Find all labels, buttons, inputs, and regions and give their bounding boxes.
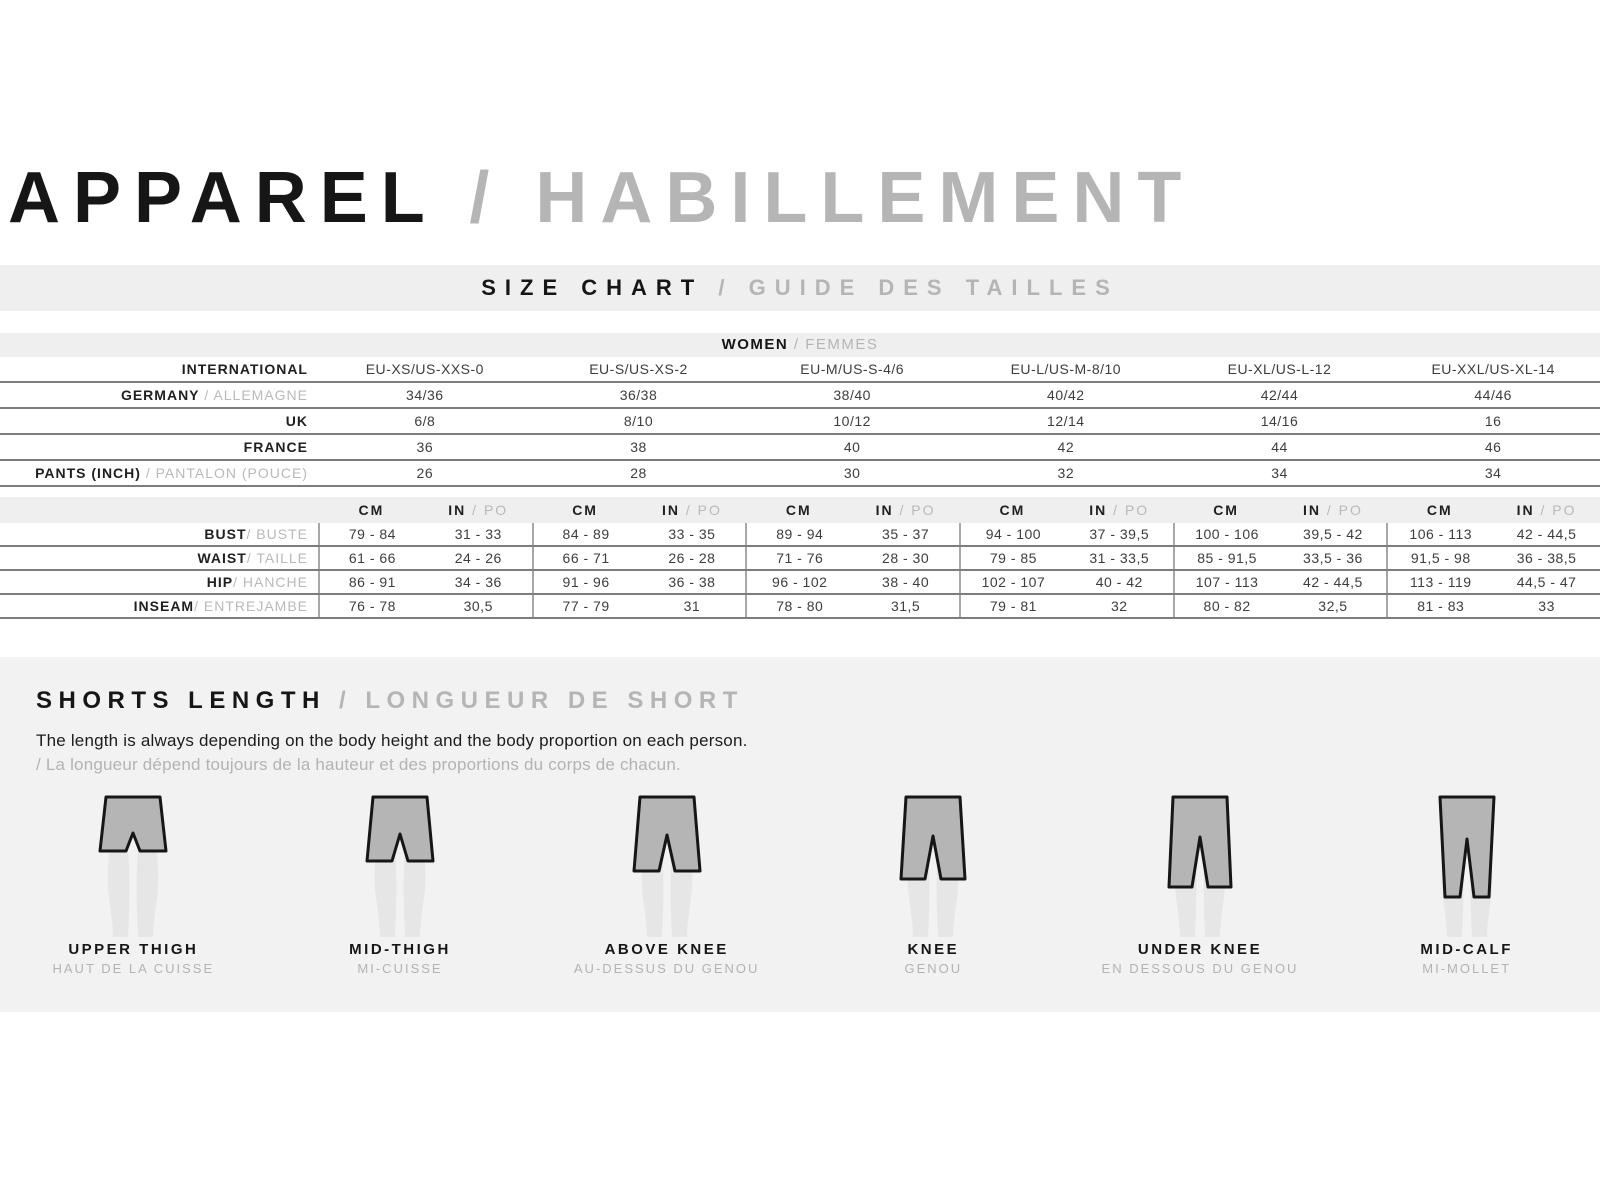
variant-label-en: UNDER KNEE xyxy=(1137,941,1263,958)
in-po-value: 32 xyxy=(1110,598,1128,614)
shorts-illustration-above-knee xyxy=(533,789,800,937)
in-po-value: 31 - 33 xyxy=(454,526,502,542)
unit-in-po-header: IN / PO xyxy=(1302,502,1363,518)
cm-value: 106 - 113 xyxy=(1386,523,1493,545)
cm-value: 102 - 107 xyxy=(959,571,1066,593)
conversion-table-row xyxy=(0,357,1600,383)
in-po-value: 42 - 44,5 xyxy=(1303,574,1363,590)
size-value: 40 xyxy=(843,439,861,455)
size-value: 8/10 xyxy=(623,413,654,429)
cm-value: 91,5 - 98 xyxy=(1386,547,1493,569)
shorts-variant-knee xyxy=(800,789,1067,976)
in-po-value: 34 - 36 xyxy=(454,574,502,590)
page-title xyxy=(8,158,1195,238)
in-po-value: 33 - 35 xyxy=(668,526,716,542)
variant-label-fr: AU-DESSUS DU GENOU xyxy=(573,961,760,976)
unit-in-po-header: IN / PO xyxy=(1089,502,1150,518)
size-value: 36/38 xyxy=(619,387,658,403)
size-value: EU-XS/US-XXS-0 xyxy=(365,361,484,377)
in-po-value: 32,5 xyxy=(1318,598,1348,614)
unit-in-po-header: IN / PO xyxy=(448,502,509,518)
row-label: WAIST / TAILLE xyxy=(197,550,308,566)
in-po-value: 31 xyxy=(683,598,701,614)
row-label: HIP / HANCHE xyxy=(206,574,308,590)
unit-cm-header: CM xyxy=(999,502,1026,518)
women-label-en: WOMEN xyxy=(721,336,789,353)
row-label: BUST / BUSTE xyxy=(204,526,308,542)
row-label: UK xyxy=(285,413,308,429)
unit-in-po-header: IN / PO xyxy=(1516,502,1577,518)
cm-value: 79 - 81 xyxy=(959,595,1066,617)
cm-value: 94 - 100 xyxy=(959,523,1066,545)
variant-label-fr: HAUT DE LA CUISSE xyxy=(52,961,215,976)
size-value: 14/16 xyxy=(1260,413,1299,429)
size-value: 42/44 xyxy=(1260,387,1299,403)
measurement-table-row xyxy=(0,547,1600,571)
conversion-table-row xyxy=(0,409,1600,435)
in-po-value: 24 - 26 xyxy=(454,550,502,566)
cm-value: 84 - 89 xyxy=(532,523,639,545)
unit-cm-header: CM xyxy=(358,502,385,518)
unit-in-po-header: IN / PO xyxy=(875,502,936,518)
row-label: INTERNATIONAL xyxy=(181,361,308,377)
shorts-illustration-mid-thigh xyxy=(267,789,534,937)
cm-value: 96 - 102 xyxy=(745,571,852,593)
shorts-variant-mid-calf xyxy=(1333,789,1600,976)
row-label: GERMANY / ALLEMAGNE xyxy=(120,387,308,403)
shorts-figure-graphic xyxy=(867,789,999,937)
shorts-illustration-under-knee xyxy=(1067,789,1334,937)
variant-label-en: ABOVE KNEE xyxy=(604,941,729,958)
page-title-fr: / HABILLEMENT xyxy=(469,158,1195,238)
size-value: 26 xyxy=(416,465,434,481)
size-value: 38/40 xyxy=(833,387,871,403)
cm-value: 89 - 94 xyxy=(745,523,852,545)
size-chart-heading-en: SIZE CHART xyxy=(481,275,704,300)
cm-value: 107 - 113 xyxy=(1173,571,1280,593)
shorts-variant-mid-thigh xyxy=(267,789,534,976)
size-value: 10/12 xyxy=(833,413,871,429)
cm-value: 86 - 91 xyxy=(318,571,425,593)
conversion-table-row xyxy=(0,383,1600,409)
size-value: 40/42 xyxy=(1047,387,1085,403)
cm-value: 71 - 76 xyxy=(745,547,852,569)
shorts-length-heading-fr: / LONGUEUR DE SHORT xyxy=(339,687,744,714)
cm-value: 77 - 79 xyxy=(532,595,639,617)
size-value: EU-XL/US-L-12 xyxy=(1227,361,1332,377)
size-conversion-table xyxy=(0,357,1600,487)
shorts-figure-graphic xyxy=(601,789,733,937)
variant-label-en: MID-CALF xyxy=(1420,941,1513,958)
measurement-table-row xyxy=(0,523,1600,547)
page-title-en: APPAREL xyxy=(8,158,437,238)
shorts-variant-under-knee xyxy=(1067,789,1334,976)
size-value: 16 xyxy=(1484,413,1502,429)
shorts-illustration-upper-thigh xyxy=(0,789,267,937)
shorts-length-description-en: The length is always depending on the body height and the body proportion on each person. xyxy=(36,731,748,750)
shorts-length-variants xyxy=(0,789,1600,976)
conversion-table-row xyxy=(0,461,1600,487)
size-value: 34 xyxy=(1271,465,1288,481)
size-value: 28 xyxy=(630,465,647,481)
cm-value: 76 - 78 xyxy=(318,595,425,617)
in-po-value: 31 - 33,5 xyxy=(1089,550,1150,566)
shorts-length-heading xyxy=(36,687,1600,715)
cm-value: 79 - 84 xyxy=(318,523,425,545)
cm-value: 81 - 83 xyxy=(1386,595,1493,617)
measurement-table-row xyxy=(0,571,1600,595)
size-chart-heading-fr: / GUIDE DES TAILLES xyxy=(718,275,1119,300)
shorts-illustration-knee xyxy=(800,789,1067,937)
variant-label-fr: EN DESSOUS DU GENOU xyxy=(1101,961,1299,976)
size-value: 42 xyxy=(1057,439,1075,455)
shorts-length-description-fr: / La longueur dépend toujours de la hauteur et des proportions du corps de chacun. xyxy=(36,755,681,774)
variant-label-fr: MI-MOLLET xyxy=(1422,961,1512,976)
in-po-value: 37 - 39,5 xyxy=(1089,526,1150,542)
size-value: 44 xyxy=(1271,439,1288,455)
size-value: 36 xyxy=(416,439,434,455)
in-po-value: 30,5 xyxy=(463,598,493,614)
cm-value: 78 - 80 xyxy=(745,595,852,617)
in-po-value: 40 - 42 xyxy=(1095,574,1143,590)
in-po-value: 28 - 30 xyxy=(882,550,930,566)
size-value: EU-M/US-S-4/6 xyxy=(800,361,905,377)
variant-label-en: UPPER THIGH xyxy=(68,941,199,958)
size-value: EU-XXL/US-XL-14 xyxy=(1431,361,1555,377)
size-value: 6/8 xyxy=(414,413,436,429)
variant-label-fr: GENOU xyxy=(904,961,963,976)
unit-in-po-header: IN / PO xyxy=(661,502,722,518)
shorts-figure-graphic xyxy=(1401,789,1533,937)
shorts-illustration-mid-calf xyxy=(1333,789,1600,937)
cm-value: 61 - 66 xyxy=(318,547,425,569)
in-po-value: 26 - 28 xyxy=(668,550,716,566)
in-po-value: 33 xyxy=(1538,598,1555,614)
shorts-length-section xyxy=(0,657,1600,1012)
unit-cm-header: CM xyxy=(1426,502,1453,518)
size-value: 46 xyxy=(1484,439,1502,455)
variant-label-en: KNEE xyxy=(907,941,960,958)
in-po-value: 36 - 38,5 xyxy=(1516,550,1577,566)
women-section-heading-bar xyxy=(0,333,1600,357)
shorts-figure-graphic xyxy=(67,789,199,937)
variant-label-fr: MI-CUISSE xyxy=(357,961,443,976)
in-po-value: 38 - 40 xyxy=(882,574,930,590)
measurement-table-header xyxy=(0,497,1600,523)
variant-label-en: MID-THIGH xyxy=(349,941,451,958)
cm-value: 100 - 106 xyxy=(1173,523,1280,545)
in-po-value: 42 - 44,5 xyxy=(1516,526,1577,542)
cm-value: 91 - 96 xyxy=(532,571,639,593)
unit-cm-header: CM xyxy=(1213,502,1239,518)
shorts-variant-above-knee xyxy=(533,789,800,976)
shorts-figure-graphic xyxy=(1134,789,1266,937)
cm-value: 85 - 91,5 xyxy=(1173,547,1280,569)
cm-value: 113 - 119 xyxy=(1386,571,1493,593)
size-value: 44/46 xyxy=(1474,387,1512,403)
size-value: 32 xyxy=(1057,465,1075,481)
cm-value: 80 - 82 xyxy=(1173,595,1280,617)
size-value: 34/36 xyxy=(406,387,444,403)
conversion-table-row xyxy=(0,435,1600,461)
in-po-value: 33,5 - 36 xyxy=(1303,550,1363,566)
in-po-value: 39,5 - 42 xyxy=(1303,526,1363,542)
size-value: 34 xyxy=(1484,465,1502,481)
shorts-figure-graphic xyxy=(334,789,466,937)
unit-cm-header: CM xyxy=(785,502,812,518)
size-value: 12/14 xyxy=(1047,413,1085,429)
size-chart-heading-bar xyxy=(0,265,1600,311)
women-label-fr: / FEMMES xyxy=(793,336,879,353)
row-label: FRANCE xyxy=(243,439,308,455)
cm-value: 79 - 85 xyxy=(959,547,1066,569)
in-po-value: 44,5 - 47 xyxy=(1516,574,1577,590)
row-label: PANTS (INCH) / PANTALON (POUCE) xyxy=(35,465,308,481)
in-po-value: 31,5 xyxy=(890,598,921,614)
body-measurement-table xyxy=(0,497,1600,619)
cm-value: 66 - 71 xyxy=(532,547,639,569)
in-po-value: 36 - 38 xyxy=(668,574,716,590)
shorts-length-heading-en: SHORTS LENGTH xyxy=(36,687,326,714)
size-value: EU-S/US-XS-2 xyxy=(589,361,688,377)
in-po-value: 35 - 37 xyxy=(882,526,930,542)
size-value: EU-L/US-M-8/10 xyxy=(1010,361,1122,377)
size-value: 38 xyxy=(630,439,647,455)
unit-cm-header: CM xyxy=(572,502,598,518)
row-label: INSEAM / ENTREJAMBE xyxy=(133,598,308,614)
shorts-variant-upper-thigh xyxy=(0,789,267,976)
size-value: 30 xyxy=(843,465,861,481)
measurement-table-row xyxy=(0,595,1600,619)
